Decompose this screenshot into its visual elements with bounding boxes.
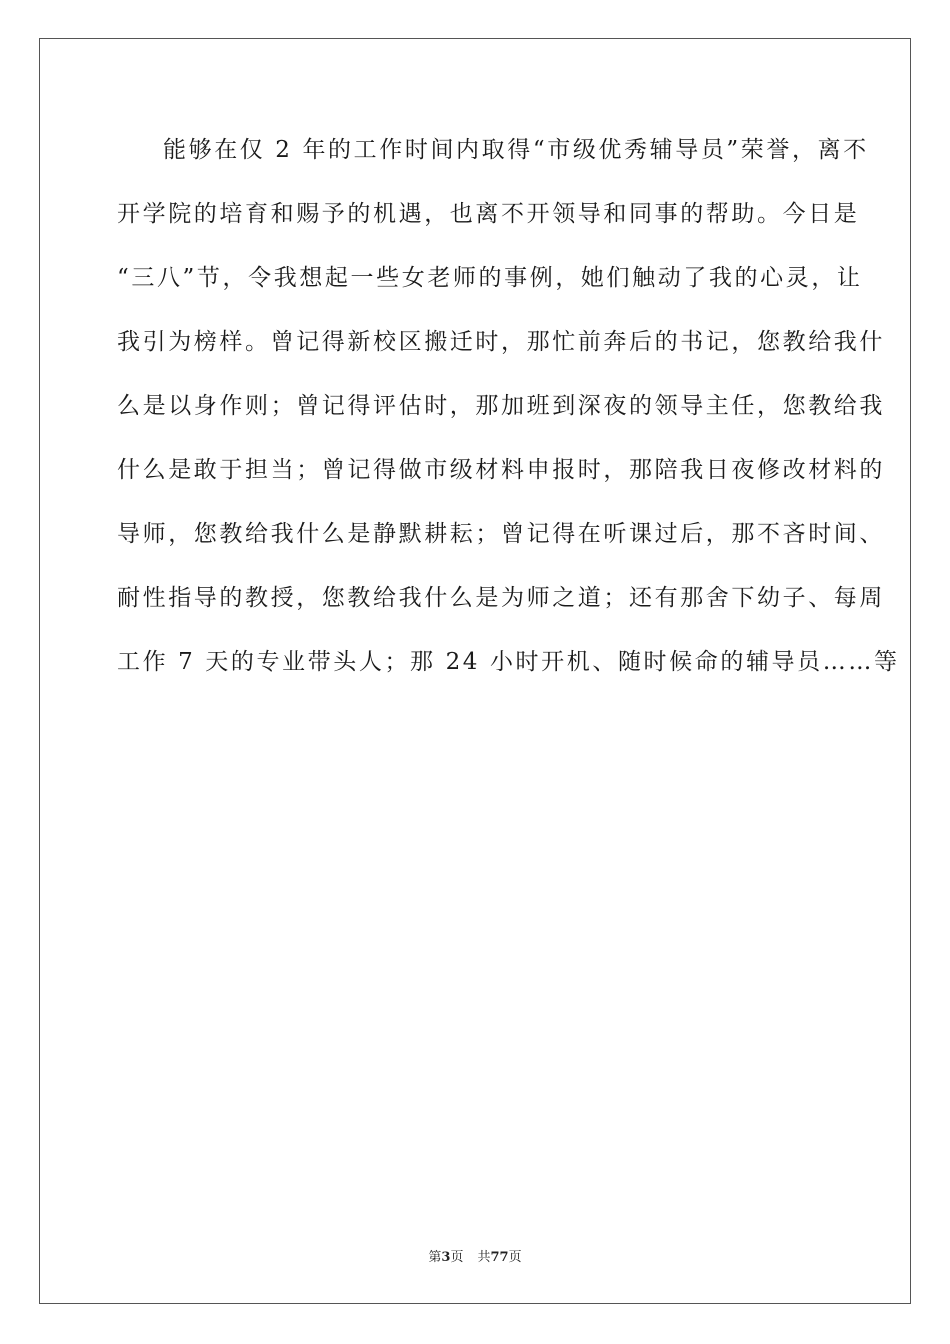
paragraph-line: 么是以身作则；曾记得评估时，那加班到深夜的领导主任，您教给我	[117, 393, 885, 419]
paragraph-line: “三八”节，令我想起一些女老师的事例，她们触动了我的心灵，让	[117, 265, 863, 291]
paragraph-line: 导师，您教给我什么是静默耕耘；曾记得在听课过后，那不吝时间、	[117, 521, 885, 547]
paragraph-line: 能够在仅 2 年的工作时间内取得“市级优秀辅导员”荣誉，离不	[163, 137, 869, 163]
document-body	[117, 128, 900, 704]
paragraph-line: 工作 7 天的专业带头人；那 24 小时开机、随时候命的辅导员……等	[117, 649, 900, 675]
total-pages: 77	[490, 1250, 509, 1265]
paragraph-line: 什么是敢于担当；曾记得做市级材料申报时，那陪我日夜修改材料的	[117, 457, 885, 483]
total-prefix: 共	[477, 1250, 491, 1265]
paragraph-line: 耐性指导的教授，您教给我什么是为师之道；还有那舍下幼子、每周	[117, 585, 885, 611]
total-suffix: 页	[508, 1250, 522, 1265]
paragraph-line: 开学院的培育和赐予的机遇，也离不开领导和同事的帮助。今日是	[117, 201, 860, 227]
page-prefix: 第	[428, 1250, 442, 1265]
page-number: 3	[441, 1250, 451, 1265]
paragraph-line: 我引为榜样。曾记得新校区搬迁时，那忙前奔后的书记，您教给我什	[117, 329, 885, 355]
page-footer	[0, 1246, 950, 1265]
page-suffix: 页	[450, 1250, 464, 1265]
